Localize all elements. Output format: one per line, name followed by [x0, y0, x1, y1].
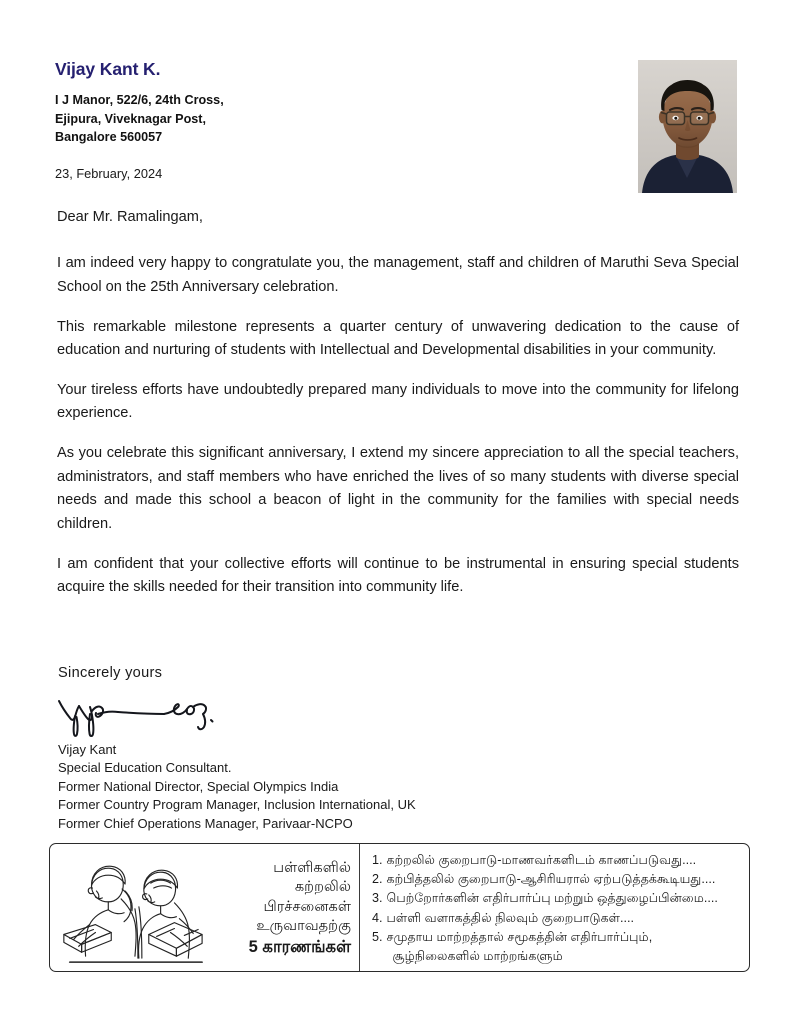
list-item: [372, 909, 739, 928]
list-item-number: 4.: [372, 910, 383, 925]
signature-icon: [54, 693, 234, 739]
footer-reasons-list: [360, 844, 749, 971]
list-item-number: 1.: [372, 853, 383, 868]
list-item-text: பெற்றோர்களின் எதிர்பார்ப்பு மற்றும் ஒத்துழைப்பின்மை....: [386, 891, 718, 906]
list-item-text: பள்ளி வளாகத்தில் நிலவும் குறைபாடுகள்....: [386, 910, 634, 925]
list-item: [372, 870, 739, 889]
footer-heading-line: கற்றலில்: [294, 879, 351, 896]
signer-title: Former Country Program Manager, Inclusion International, UK: [58, 797, 416, 813]
footer-heading: [210, 844, 360, 971]
list-item-text-main: சமுதாய மாற்றத்தால் சமூகத்தின் எதிர்பார்ப்பும்,: [386, 929, 653, 944]
address-line: Ejipura, Viveknagar Post,: [55, 111, 206, 126]
closing-phrase: Sincerely yours: [58, 665, 163, 681]
list-item-text: [387, 928, 739, 966]
letter-paragraph: I am indeed very happy to congratulate you, the management, staff and children of Maruthi Seva Special School on the 25th Anniversary celebration.: [57, 255, 739, 295]
footer-heading-line: உருவாவதற்கு: [256, 917, 351, 934]
letter-date: 23, February, 2024: [55, 166, 163, 181]
footer-heading-count: 5 காரணங்கள்: [248, 938, 351, 957]
closing-block: [58, 665, 558, 833]
letterhead: [55, 60, 615, 181]
list-item-number: 3.: [372, 891, 383, 906]
sender-address: [55, 91, 615, 146]
address-line: I J Manor, 522/6, 24th Cross,: [55, 93, 224, 108]
list-item: [372, 889, 739, 908]
footer-heading-line: பள்ளிகளில்: [273, 859, 351, 876]
handwritten-signature: [54, 693, 234, 739]
signer-title: Former National Director, Special Olympics India: [58, 778, 339, 794]
salutation: Dear Mr. Ramalingam,: [57, 209, 203, 225]
address-line: Bangalore 560057: [55, 129, 163, 144]
list-item-number: 5.: [372, 929, 383, 944]
letter-paragraph: Your tireless efforts have undoubtedly prepared many individuals to move into the community for lifelong experience.: [57, 381, 739, 422]
sender-portrait-photo: [638, 60, 737, 193]
list-item: [372, 928, 739, 966]
list-item-text: கற்பித்தலில் குறைபாடு-ஆசிரியரால் ஏற்படுத்தக்கூடியது....: [386, 872, 716, 887]
letter-paragraph: This remarkable milestone represents a quarter century of unwavering dedication to the cause of education and nurturing of students with Intellectual and Developmental disabilities in your community.: [57, 318, 739, 359]
letter-paragraph: As you celebrate this significant anniversary, I extend my sincere appreciation to all the special teachers, administrators, and staff members who have enriched the lives of so many students with diverse special needs and made this school a beacon of light in the community for the families with special needs children.: [57, 445, 739, 532]
list-item-text-continuation: சூழ்நிலைகளில் மாற்றங்களும்: [392, 948, 563, 963]
tamil-footer-panel: [49, 843, 750, 972]
two-students-reading-icon: [52, 846, 210, 971]
list-item-text: கற்றலில் குறைபாடு-மாணவர்களிடம் காணப்படுவது....: [386, 853, 697, 868]
portrait-illustration: [638, 60, 737, 193]
signer-title: Former Chief Operations Manager, Parivaar-NCPO: [58, 815, 353, 831]
students-reading-illustration: [50, 844, 210, 971]
list-item: [372, 851, 739, 870]
list-item-number: 2.: [372, 872, 383, 887]
letter-paragraph: I am confident that your collective efforts will continue to be instrumental in ensuring special students acquire the skills needed for their transition into community life.: [57, 555, 739, 596]
signer-name: Vijay Kant: [58, 742, 117, 757]
signer-title: Special Education Consultant.: [58, 760, 232, 776]
sender-name: Vijay Kant K.: [55, 59, 161, 79]
letter-body: [57, 208, 739, 600]
signer-credentials: [58, 741, 558, 833]
footer-heading-line: பிரச்சனைகள்: [263, 898, 351, 915]
